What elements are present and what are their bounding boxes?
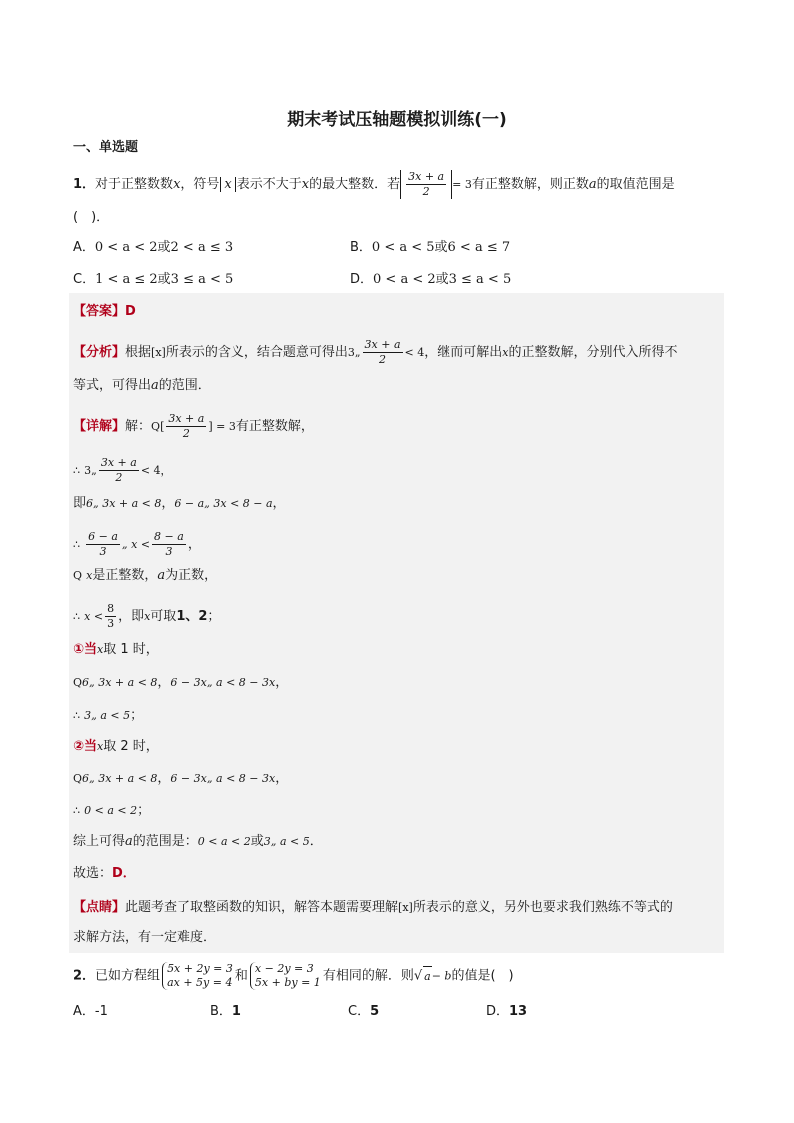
detail-l4-fraction-2 bbox=[152, 530, 186, 559]
q1-option-c-label: C． bbox=[73, 272, 96, 287]
q1-eq3: = 3 bbox=[452, 178, 472, 191]
q1-floor-fraction bbox=[400, 170, 452, 199]
comment-tag: 【点睛】 bbox=[73, 900, 126, 915]
case-2-a: ②当 bbox=[73, 739, 98, 754]
q2-option-c-text: 5 bbox=[370, 1004, 380, 1019]
analysis-line-2 bbox=[73, 376, 211, 396]
q2-system-2-eq2: 5x + by = 1 bbox=[254, 976, 321, 989]
q1-stem-c: 表示不大于 bbox=[236, 177, 302, 192]
q2-option-d-text: 13 bbox=[509, 1004, 528, 1019]
q1-stem-a: 对于正整数数 bbox=[95, 177, 174, 192]
q2-system-1 bbox=[162, 962, 233, 990]
answer-value: D bbox=[125, 304, 136, 319]
detail-l4e: ， bbox=[187, 537, 201, 552]
summary-b: a bbox=[125, 834, 133, 849]
case-1-because: Q bbox=[73, 676, 83, 689]
answer-line bbox=[73, 302, 136, 322]
case-2-b: 取 2 时， bbox=[103, 739, 159, 754]
q2-stem-c: 的值是( ) bbox=[451, 968, 514, 984]
case-2-l2e: ； bbox=[137, 803, 151, 818]
q1-number: 1． bbox=[73, 177, 96, 192]
section-heading: 一、单选题 bbox=[73, 140, 139, 155]
q2-number: 2． bbox=[73, 968, 96, 984]
case-1-l1d: ， bbox=[275, 675, 289, 690]
detail-l2-num: 3x + a bbox=[100, 456, 137, 469]
sqrt-icon: √ bbox=[413, 968, 423, 984]
q2-stem bbox=[73, 962, 514, 990]
summary-d: 0 < a < 2 bbox=[197, 835, 251, 848]
detail-l6-fraction bbox=[105, 602, 116, 631]
comment-line-1 bbox=[73, 898, 673, 918]
case-2-x: x bbox=[97, 740, 104, 753]
q1-stem bbox=[73, 170, 675, 199]
case-1-line-1 bbox=[73, 673, 288, 693]
q1-paren: ( )． bbox=[73, 210, 110, 225]
choose-line bbox=[73, 864, 136, 884]
summary-e: 或 bbox=[250, 834, 264, 849]
analysis-t4: 的正整数解，分别代入所得不 bbox=[508, 345, 678, 360]
q1-fraction bbox=[406, 170, 446, 199]
case-1-b: 取 1 时， bbox=[103, 642, 159, 657]
case-2-l1a: 6„ 3x + a < 8 bbox=[82, 772, 158, 785]
case-1-l1a: 6„ 3x + a < 8 bbox=[82, 676, 158, 689]
q1-option-b[interactable] bbox=[350, 238, 510, 258]
q2-option-d-label: D． bbox=[486, 1004, 510, 1019]
q2-option-a-text: -1 bbox=[94, 1004, 108, 1019]
detail-l6e: ； bbox=[207, 609, 221, 624]
q1-option-a-text: 0 < a < 2或2 < a ≤ 3 bbox=[94, 240, 234, 255]
detail-l6c: 可取 bbox=[150, 609, 177, 624]
choose-a: 故选： bbox=[73, 866, 113, 881]
q1-floor-x-var: x bbox=[224, 177, 232, 192]
detail-l5x: x bbox=[86, 569, 93, 582]
page-title: 期末考试压轴题模拟训练(一) bbox=[287, 110, 507, 130]
q1-stem-e: 有正整数解，则正数 bbox=[471, 177, 589, 192]
detail-l6d: 1、2 bbox=[176, 609, 208, 624]
case-1-l1b: ， bbox=[157, 675, 171, 690]
q2-option-d[interactable] bbox=[486, 1002, 527, 1022]
q2-system-2-eq1: x − 2y = 3 bbox=[254, 962, 314, 975]
detail-l1-den: 2 bbox=[182, 427, 190, 440]
detail-therefore-2: ∴ bbox=[73, 538, 80, 551]
q1-stem-b: ，符号 bbox=[180, 177, 220, 192]
q1-option-b-text: 0 < a < 5或6 < a ≤ 7 bbox=[371, 240, 511, 255]
case-2-heading bbox=[73, 737, 159, 757]
q2-system-1-eq2: ax + 5y = 4 bbox=[167, 976, 233, 989]
detail-l2b: < 4， bbox=[140, 464, 172, 477]
detail-l1d: 有正整数解， bbox=[235, 419, 314, 434]
analysis-line-1 bbox=[73, 338, 678, 367]
analysis-m2: < 4 bbox=[404, 346, 425, 359]
summary-g: ． bbox=[309, 834, 323, 849]
detail-l4-den1: 3 bbox=[99, 545, 107, 558]
detail-l2a: 3„ bbox=[84, 464, 97, 477]
detail-l1b: [ bbox=[160, 420, 165, 433]
analysis-frac-den: 2 bbox=[379, 353, 387, 366]
case-1-a: ①当 bbox=[73, 642, 98, 657]
answer-tag: 【答案】 bbox=[73, 304, 126, 319]
analysis-x: x bbox=[502, 346, 509, 359]
detail-l4-mid: „ x < bbox=[121, 538, 151, 551]
analysis-t1: 根据 bbox=[125, 345, 152, 360]
analysis-t3: ，继而可解出 bbox=[424, 345, 503, 360]
q2-and: 和 bbox=[234, 968, 248, 984]
q2-option-b-text: 1 bbox=[231, 1004, 241, 1019]
case-1-l1c: 6 − 3x„ a < 8 − 3x bbox=[170, 676, 276, 689]
q2-minus-b: − b bbox=[431, 969, 452, 983]
detail-l6-num: 8 bbox=[107, 602, 115, 615]
detail-l2-den: 2 bbox=[115, 471, 123, 484]
comment-line-2: 求解方法，有一定难度． bbox=[73, 930, 217, 945]
detail-l4-num2: 8 − a bbox=[154, 530, 184, 543]
q1-frac-num: 3x + a bbox=[408, 170, 445, 183]
q1-var-a: a bbox=[588, 177, 597, 192]
detail-l3e: ， bbox=[272, 496, 286, 511]
analysis-t5: 等式，可得出 bbox=[73, 378, 152, 393]
comment-t2: 所表示的意义，另外也要求我们熟练不等式的 bbox=[412, 900, 673, 915]
detail-l1c: ] = 3 bbox=[208, 420, 236, 433]
q1-option-d-label: D． bbox=[350, 272, 374, 287]
detail-line-5 bbox=[73, 566, 217, 586]
analysis-tag: 【分析】 bbox=[73, 345, 126, 360]
q1-option-b-label: B． bbox=[350, 240, 372, 255]
detail-line-4 bbox=[73, 530, 201, 559]
comment-t1: 此题考查了取整函数的知识，解答本题需要理解 bbox=[125, 900, 399, 915]
summary-a: 综上可得 bbox=[73, 834, 126, 849]
detail-l3d: 6 − a„ 3x < 8 − a bbox=[174, 497, 273, 510]
case-2-l1c: 6 − 3x„ a < 8 − 3x bbox=[170, 772, 276, 785]
detail-line-3 bbox=[73, 494, 286, 514]
q2-option-a-label: A． bbox=[73, 1004, 95, 1019]
q1-option-a-label: A． bbox=[73, 240, 95, 255]
q1-frac-den: 2 bbox=[422, 185, 430, 198]
detail-l5c: 为正数， bbox=[165, 568, 218, 583]
case-2-l1d: ， bbox=[275, 771, 289, 786]
q1-var-x: x bbox=[173, 177, 181, 192]
case-1-l2: 3„ a < 5 bbox=[84, 709, 131, 722]
case-2-line-2 bbox=[73, 801, 150, 821]
q1-floor-x bbox=[220, 177, 235, 192]
case-1-x: x bbox=[97, 643, 104, 656]
detail-l5a: 是正整数， bbox=[92, 568, 158, 583]
case-1-line-2 bbox=[73, 706, 143, 726]
summary-line bbox=[73, 832, 323, 852]
summary-f: 3„ a < 5 bbox=[263, 835, 310, 848]
q2-system-2 bbox=[250, 962, 321, 990]
choose-b: D． bbox=[112, 866, 136, 881]
detail-therefore-3: ∴ bbox=[73, 610, 80, 623]
case-2-l1b: ， bbox=[157, 771, 171, 786]
detail-therefore-1: ∴ bbox=[73, 464, 80, 477]
q1-stem-d: 的最大整数．若 bbox=[309, 177, 401, 192]
detail-because-1: Q bbox=[151, 420, 161, 433]
q2-option-c-label: C． bbox=[348, 1004, 371, 1019]
detail-line-6 bbox=[73, 602, 220, 631]
comment-bx: [x] bbox=[398, 901, 413, 914]
detail-line-1 bbox=[73, 412, 314, 441]
q2-option-b-label: B． bbox=[210, 1004, 232, 1019]
detail-l4-fraction-1 bbox=[86, 530, 120, 559]
detail-tag: 【详解】 bbox=[73, 419, 126, 434]
analysis-frac-num: 3x + a bbox=[364, 338, 401, 351]
q1-option-c[interactable] bbox=[73, 270, 233, 290]
q2-option-c[interactable] bbox=[348, 1002, 379, 1022]
detail-l6a: x < bbox=[84, 610, 104, 623]
detail-l3b: 6„ 3x + a < 8 bbox=[86, 497, 162, 510]
analysis-a: a bbox=[151, 378, 159, 393]
detail-l2-fraction bbox=[99, 456, 139, 485]
q1-option-d[interactable] bbox=[350, 270, 511, 290]
detail-because-2: Q bbox=[73, 569, 83, 582]
detail-l4-den2: 3 bbox=[165, 545, 173, 558]
q2-stem-b: 有相同的解．则 bbox=[322, 968, 414, 984]
case-2-because: Q bbox=[73, 772, 83, 785]
detail-l1-num: 3x + a bbox=[168, 412, 205, 425]
q1-option-a[interactable] bbox=[73, 238, 233, 258]
q1-var-x2: x bbox=[301, 177, 310, 192]
q2-sqrt-a: a bbox=[423, 966, 432, 987]
q1-option-c-text: 1 < a ≤ 2或3 ≤ a < 5 bbox=[95, 272, 234, 287]
q1-option-d-text: 0 < a < 2或3 ≤ a < 5 bbox=[373, 272, 512, 287]
q2-option-b[interactable] bbox=[210, 1002, 241, 1022]
summary-c: 的范围是： bbox=[132, 834, 198, 849]
case-2-l2: 0 < a < 2 bbox=[84, 804, 138, 817]
detail-l1a: 解： bbox=[125, 419, 152, 434]
case-2-therefore: ∴ bbox=[73, 804, 80, 817]
analysis-fraction bbox=[363, 338, 403, 367]
detail-line-2 bbox=[73, 456, 172, 485]
q1-stem-f: 的取值范围是 bbox=[596, 177, 675, 192]
case-1-therefore: ∴ bbox=[73, 709, 80, 722]
analysis-bx: [x] bbox=[151, 346, 166, 359]
detail-l6b: ，即 bbox=[118, 609, 145, 624]
q2-option-a[interactable] bbox=[73, 1002, 108, 1022]
detail-l6-den: 3 bbox=[107, 617, 115, 630]
q2-system-1-eq1: 5x + 2y = 3 bbox=[167, 962, 233, 975]
case-1-l2e: ； bbox=[130, 708, 144, 723]
analysis-m1: 3„ bbox=[347, 346, 361, 359]
case-1-heading bbox=[73, 640, 159, 660]
detail-l3c: ， bbox=[161, 496, 175, 511]
detail-l1-fraction bbox=[166, 412, 206, 441]
case-2-line-1 bbox=[73, 769, 288, 789]
analysis-t2: 所表示的含义，结合题意可得出 bbox=[165, 345, 348, 360]
detail-l5b: a bbox=[157, 568, 166, 583]
q2-stem-a: 已如方程组 bbox=[95, 968, 161, 984]
detail-l3a: 即 bbox=[73, 496, 87, 511]
detail-l6x: x bbox=[144, 610, 151, 623]
detail-l4-num1: 6 − a bbox=[88, 530, 118, 543]
analysis-t6: 的范围． bbox=[158, 378, 211, 393]
